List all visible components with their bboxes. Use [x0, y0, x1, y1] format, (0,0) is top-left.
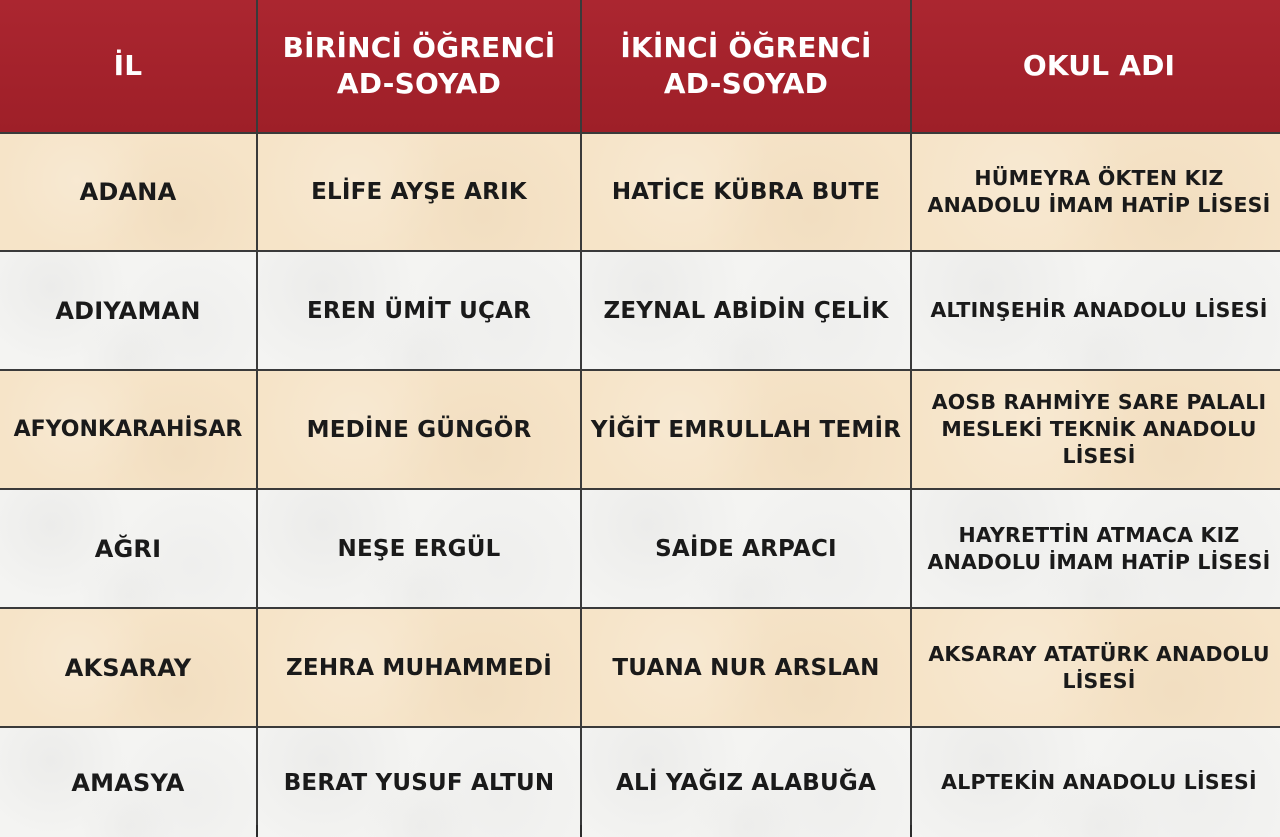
cell-second-student: ALİ YAĞIZ ALABUĞA [582, 728, 910, 837]
cell-second-student: YİĞİT EMRULLAH TEMİR [582, 371, 910, 488]
header-second-student: İKİNCİ ÖĞRENCİ AD-SOYAD [582, 0, 910, 132]
cell-school: AOSB RAHMİYE SARE PALALI MESLEKİ TEKNİK ANADOLU LİSESİ [912, 371, 1280, 488]
header-first-student: BİRİNCİ ÖĞRENCİ AD-SOYAD [258, 0, 580, 132]
cell-il: AĞRI [0, 490, 256, 607]
cell-school: HÜMEYRA ÖKTEN KIZ ANADOLU İMAM HATİP LİSESİ [912, 134, 1280, 250]
cell-il: ADIYAMAN [0, 252, 256, 369]
cell-second-student: ZEYNAL ABİDİN ÇELİK [582, 252, 910, 369]
cell-first-student: NEŞE ERGÜL [258, 490, 580, 607]
cell-first-student: EREN ÜMİT UÇAR [258, 252, 580, 369]
cell-school: HAYRETTİN ATMACA KIZ ANADOLU İMAM HATİP LİSESİ [912, 490, 1280, 607]
cell-first-student: ZEHRA MUHAMMEDİ [258, 609, 580, 726]
header-il: İL [0, 0, 256, 132]
cell-il: AFYONKARAHİSAR [0, 371, 256, 488]
cell-il: AKSARAY [0, 609, 256, 726]
header-school: OKUL ADI [912, 0, 1280, 132]
cell-il: ADANA [0, 134, 256, 250]
cell-il: AMASYA [0, 728, 256, 837]
cell-second-student: TUANA NUR ARSLAN [582, 609, 910, 726]
cell-second-student: HATİCE KÜBRA BUTE [582, 134, 910, 250]
cell-school: ALPTEKİN ANADOLU LİSESİ [912, 728, 1280, 837]
cell-school: ALTINŞEHİR ANADOLU LİSESİ [912, 252, 1280, 369]
cell-second-student: SAİDE ARPACI [582, 490, 910, 607]
cell-first-student: BERAT YUSUF ALTUN [258, 728, 580, 837]
cell-first-student: MEDİNE GÜNGÖR [258, 371, 580, 488]
cell-first-student: ELİFE AYŞE ARIK [258, 134, 580, 250]
cell-school: AKSARAY ATATÜRK ANADOLU LİSESİ [912, 609, 1280, 726]
